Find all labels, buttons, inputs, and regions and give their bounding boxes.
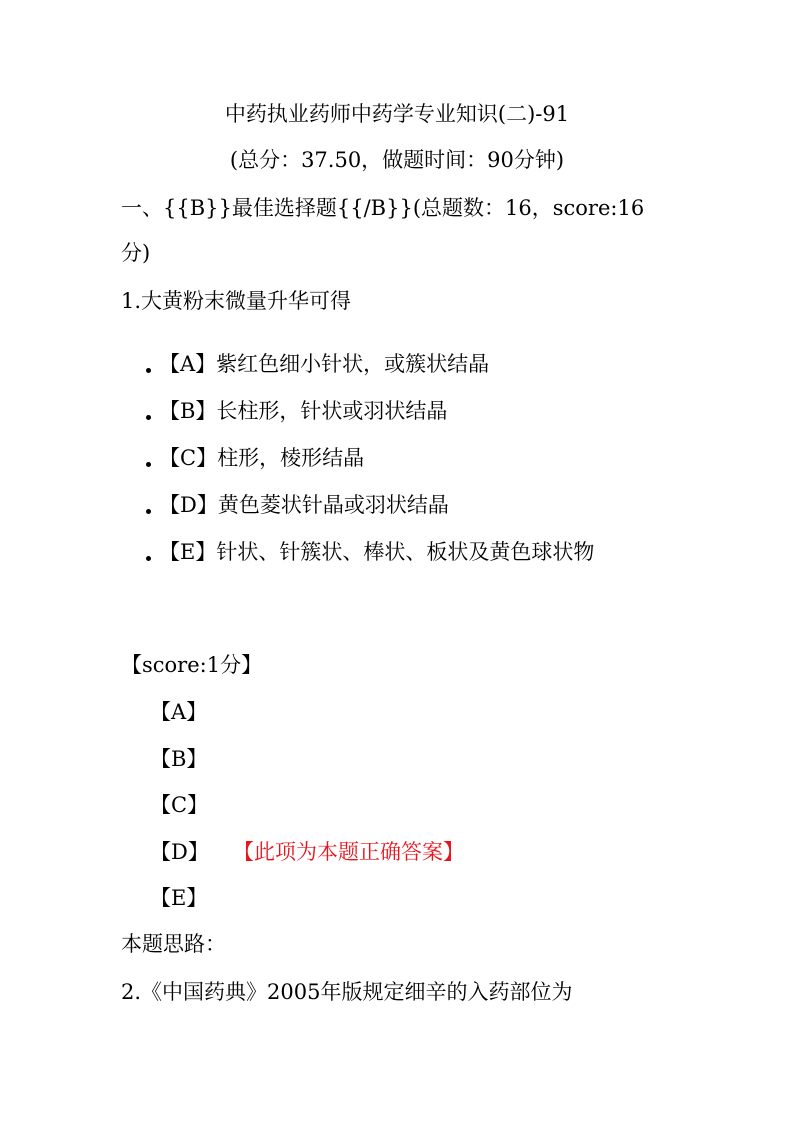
option-bullet xyxy=(146,556,151,561)
document-subtitle: (总分：37.50，做题时间：90分钟) xyxy=(229,148,565,172)
answer-b: 【B】 xyxy=(150,747,208,771)
option-bullet xyxy=(146,368,151,373)
answer-d: 【D】 xyxy=(150,840,209,864)
option-bullet xyxy=(146,462,151,467)
answer-a: 【A】 xyxy=(150,700,208,724)
question-2-stem: 2.《中国药典》2005年版规定细辛的入药部位为 xyxy=(121,980,573,1004)
section-heading: 一、{{B}}最佳选择题{{/B}}(总题数：16，score:16 xyxy=(121,196,645,220)
option-d: 【D】黄色菱状针晶或羽状结晶 xyxy=(159,493,449,517)
option-a: 【A】紫红色细小针状，或簇状结晶 xyxy=(159,352,490,376)
option-bullet xyxy=(146,415,151,420)
answer-e: 【E】 xyxy=(150,886,208,910)
option-c: 【C】柱形，棱形结晶 xyxy=(159,446,365,470)
question-1-score: 【score:1分】 xyxy=(121,653,263,677)
section-heading-continued: 分) xyxy=(121,241,151,265)
answer-c: 【C】 xyxy=(150,793,209,817)
option-e: 【E】针状、针簇状、棒状、板状及黄色球状物 xyxy=(159,540,595,564)
question-1-stem: 1.大黄粉末微量升华可得 xyxy=(121,289,352,313)
option-b: 【B】长柱形，针状或羽状结晶 xyxy=(159,399,448,423)
correct-answer-note: 【此项为本题正确答案】 xyxy=(233,840,464,864)
document-title: 中药执业药师中药学专业知识(二)-91 xyxy=(224,102,570,126)
explanation-label: 本题思路： xyxy=(121,932,226,956)
option-bullet xyxy=(146,509,151,514)
